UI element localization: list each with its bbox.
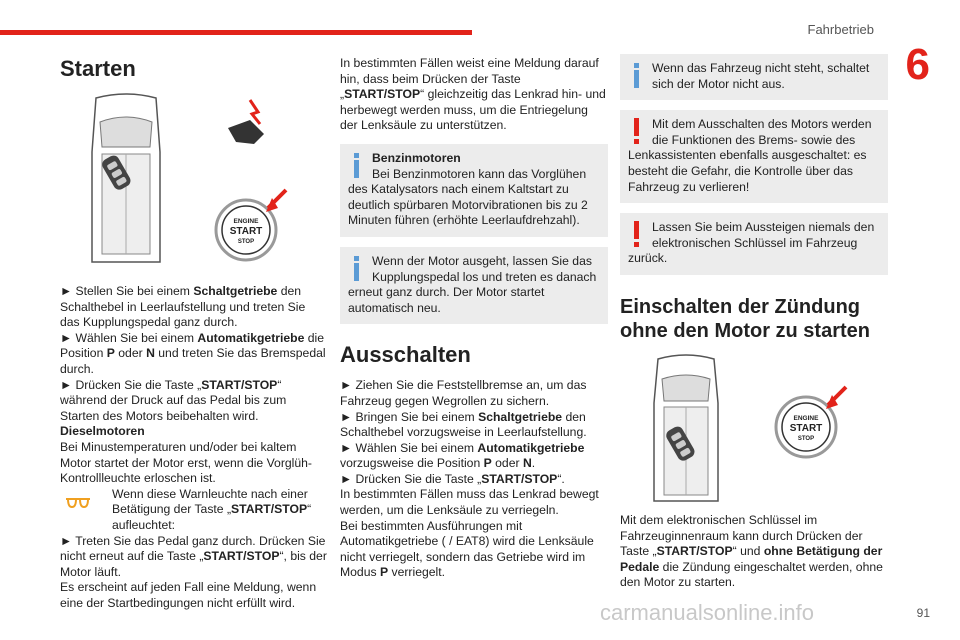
info-note-vehicle-moving: Wenn das Fahrzeug nicht steht, schaltet sich der Motor nicht aus.	[620, 54, 888, 100]
diesel-heading: Dieselmotoren	[60, 424, 145, 439]
note-stall-text: Wenn der Motor ausgeht, lassen Sie das Kupplungspedal los und treten es danach erneut ganz durch. Der Motor startet automatisch neu.	[348, 253, 597, 315]
start-stop-button-icon	[216, 190, 286, 260]
note-petrol-heading: Benzinmotoren	[372, 150, 461, 165]
ignition-on-text: Mit dem elektronischen Schlüssel im Fahrzeuginnenraum kann durch Drücken der Taste „START/STOP“ und ohne Betätigung der Pedale die Zündung eingeschaltet werden, ohne den Motor zu starten.	[620, 512, 883, 590]
step-press-pedal: ► Treten Sie das Pedal ganz durch. Drücken Sie nicht erneut auf die Taste „START/STOP“, bis der Motor läuft.	[60, 533, 327, 579]
info-icon	[628, 61, 646, 89]
column-3	[620, 46, 888, 591]
column-2	[340, 56, 608, 581]
diesel-text: Bei Minustemperaturen und/oder bei kaltem Motor startet der Motor erst, wenn die Vorglüh-Kontrollleuchte erloschen ist.	[60, 439, 312, 486]
foot-pedal-icon	[228, 100, 264, 144]
step-press-stop: ► Drücken Sie die Taste „START/STOP“.	[340, 471, 565, 486]
section-name: Fahrbetrieb	[807, 22, 874, 37]
note-petrol-text: Bei Benzinmotoren kann das Vorglühen des Katalysators nach einem Kaltstart zu deutlich spürbaren Motorvibrationen bis zu 2 Minuten führen (erhöhte Leerlaufdrehzahl).	[348, 166, 588, 228]
button-label-start: START	[229, 226, 263, 237]
step-press-start: ► Drücken Sie die Taste „START/STOP“ während der Druck auf das Pedal bis zum Starten des Motors beibehalten wird.	[60, 377, 287, 423]
info-note-petrol	[340, 144, 608, 237]
page-number: 91	[916, 606, 930, 620]
step-manual-neutral: ► Bringen Sie bei einem Schaltgetriebe den Schalthebel vorzugsweise in Leerlaufstellung.	[340, 409, 587, 440]
step-automatic-gearbox: ► Wählen Sie bei einem Automatikgetriebe die Position P oder N und treten Sie das Bremspedal durch.	[60, 330, 326, 376]
watermark: carmanualsonline.info	[600, 600, 815, 625]
button-label-stop: STOP	[237, 239, 255, 245]
heading-starten: Starten	[60, 56, 136, 81]
eat8-lock-text: Bei bestimmten Ausführungen mit Automatikgetriebe ( / EAT8) wird die Lenksäule nicht verriegelt, sondern das Getriebe wird im Modus P verriegelt.	[340, 518, 594, 580]
steering-lock-text: In bestimmten Fällen muss das Lenkrad bewegt werden, um die Lenksäule zu verriegeln.	[340, 487, 599, 518]
button-label-start: START	[789, 422, 823, 434]
column-1	[60, 50, 328, 611]
header-accent-bar	[0, 30, 472, 35]
step-manual-gearbox: ► Stellen Sie bei einem Schaltgetriebe den Schalthebel in Leerlaufstellung und treten Sie das Kupplungspedal ganz durch.	[60, 284, 306, 330]
warning-icon	[628, 117, 646, 145]
warning-icon	[628, 220, 646, 248]
car-key-illustration	[620, 353, 888, 503]
preheat-warning-lamp-icon	[60, 487, 108, 519]
info-icon	[348, 151, 366, 179]
step-parking-brake: ► Ziehen Sie die Feststellbremse an, um das Fahrzeug gegen Wegrollen zu sichern.	[340, 378, 587, 408]
button-label-engine: ENGINE	[793, 414, 819, 422]
button-label-stop: STOP	[797, 435, 815, 442]
heading-ignition-on: Einschalten der Zündung ohne den Motor zu starten	[620, 295, 870, 342]
warning-note-assist: Mit dem Ausschalten des Motors werden die Funktionen des Brems- sowie des Lenkassistenten ebenfalls ausgeschaltet: es besteht die Gefahr, die Kontrolle über das Fahrzeug zu verlieren!	[620, 110, 888, 203]
figure-starting	[60, 92, 328, 270]
chapter-number: 6	[905, 40, 930, 89]
start-condition-message: Es erscheint auf jeden Fall eine Meldung, wenn eine der Startbedingungen nicht erfüllt wird.	[60, 580, 317, 610]
start-stop-button-icon	[776, 387, 846, 457]
info-note-stall	[340, 247, 608, 324]
step-automatic-position: ► Wählen Sie bei einem Automatikgetriebe vorzugsweise die Position P oder N.	[340, 440, 585, 471]
figure-ignition	[620, 353, 888, 503]
button-label-engine: ENGINE	[233, 218, 259, 225]
car-key-illustration	[60, 92, 328, 270]
preheat-lamp-paragraph: Wenn diese Warnleuchte nach einer Betätigung der Taste „START/STOP“ aufleuchtet:	[60, 487, 328, 534]
steering-unlock-intro: In bestimmten Fällen weist eine Meldung darauf hin, dass beim Drücken der Taste „START/STOP“ gleichzeitig das Lenkrad hin- und herbewegt werden muss, um die Entriegelung der Lenksäule zu unterstützen.	[340, 56, 606, 133]
warning-note-key: Lassen Sie beim Aussteigen niemals den elektronischen Schlüssel im Fahrzeug zurück.	[620, 213, 888, 275]
info-icon	[348, 254, 366, 282]
heading-ausschalten: Ausschalten	[340, 342, 471, 368]
